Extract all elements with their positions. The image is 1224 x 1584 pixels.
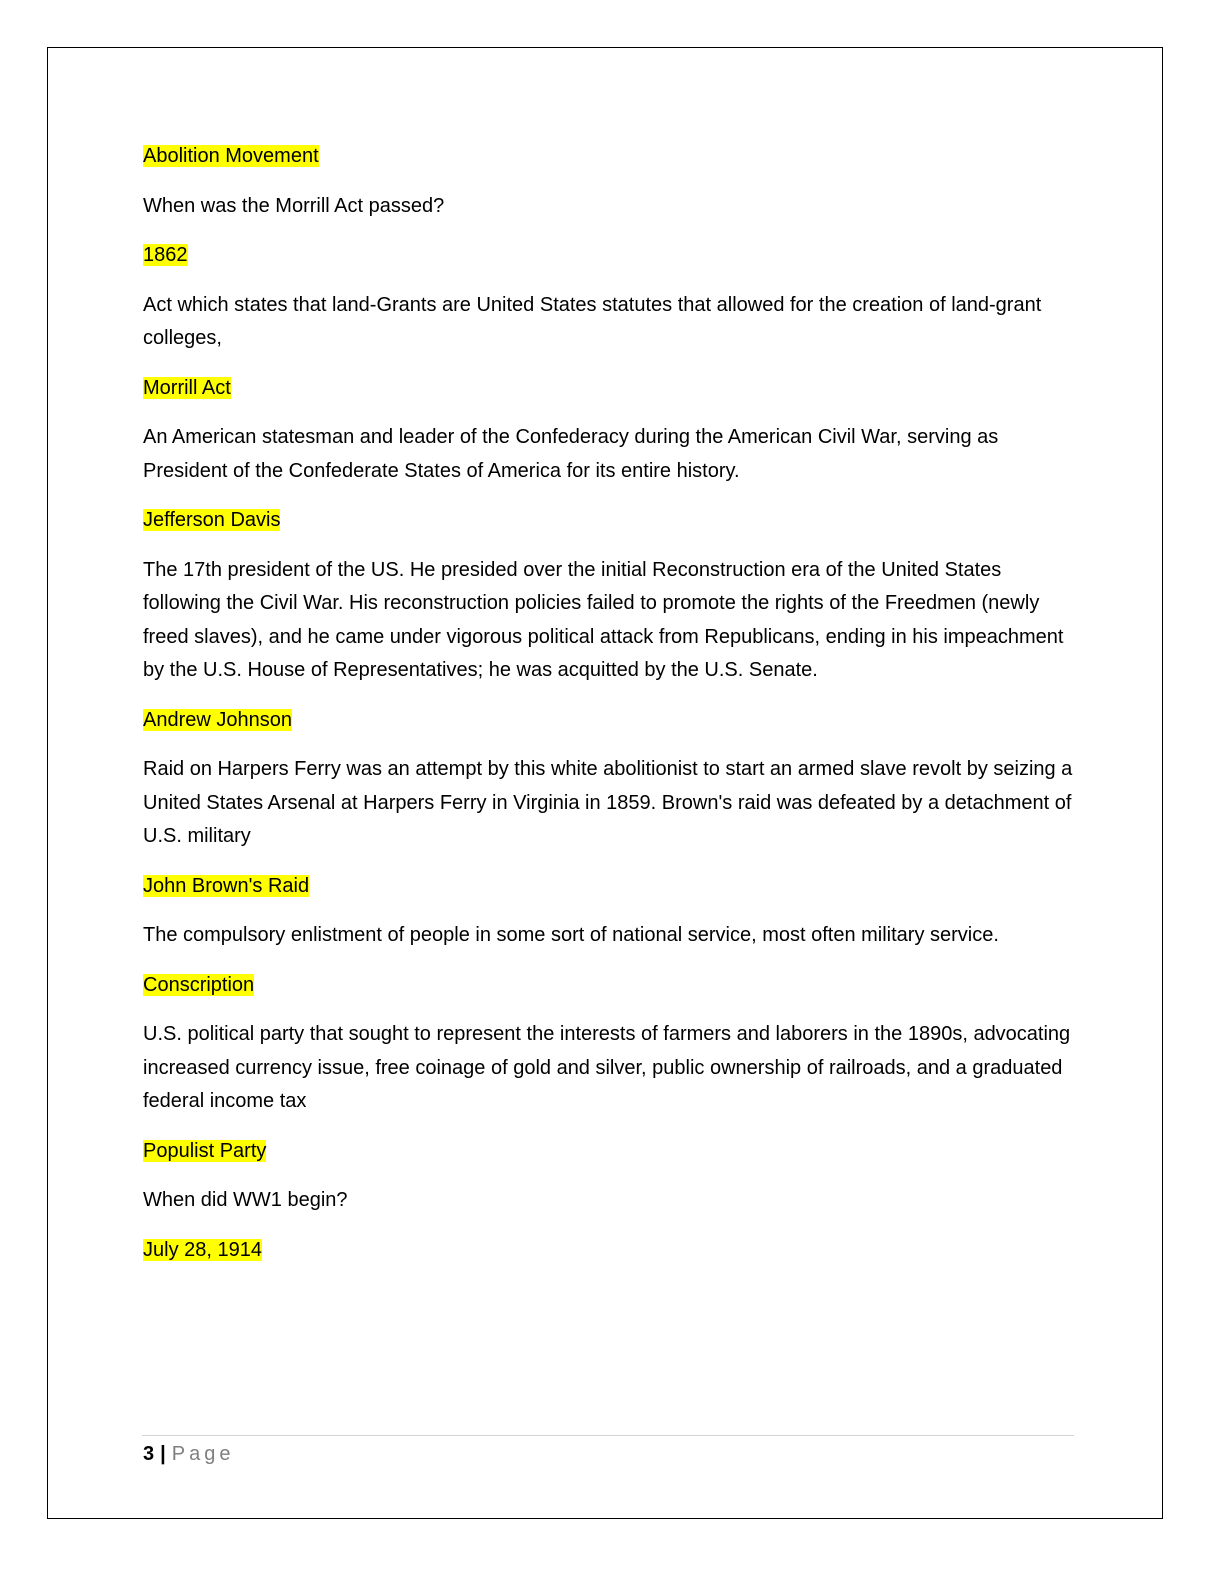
question-land-grant: Act which states that land-Grants are United States statutes that allowed for the creation of land-grant colleges, bbox=[143, 293, 1042, 349]
question-ww1-begin: When did WW1 begin? bbox=[143, 1189, 348, 1211]
question-confederate-president: An American statesman and leader of the Confederacy during the American Civil War, serving as President of the Confederate States of America for its entire history. bbox=[143, 426, 999, 482]
footer-separator: | bbox=[160, 1443, 166, 1465]
answer-andrew-johnson: Andrew Johnson bbox=[143, 708, 292, 731]
answer-july-28-1914: July 28, 1914 bbox=[143, 1238, 262, 1261]
answer-1862: 1862 bbox=[143, 244, 188, 266]
footer-divider bbox=[142, 1435, 1074, 1436]
answer-populist-party: Populist Party bbox=[143, 1139, 267, 1162]
question-17th-president: The 17th president of the US. He presided over the initial Reconstruction era of the United States following the Civil War. His reconstruction policies failed to promote the rights of the Freedmen (newly freed slaves), and he came under vigorous political attack from Republicans, ending in his impeachment by the U.S. House of Representatives; he was acquitted by the U.S. Senate. bbox=[143, 558, 1064, 681]
answer-jefferson-davis: Jefferson Davis bbox=[143, 509, 281, 531]
page-label: Page bbox=[171, 1443, 235, 1465]
answer-morrill-act: Morrill Act bbox=[143, 376, 231, 399]
page-number: 3 bbox=[143, 1443, 155, 1465]
answer-abolition-movement: Abolition Movement bbox=[143, 145, 319, 167]
question-compulsory-enlistment: The compulsory enlistment of people in some sort of national service, most often military service. bbox=[143, 924, 999, 946]
answer-conscription: Conscription bbox=[143, 973, 255, 996]
document-body bbox=[143, 140, 1078, 1283]
page-footer bbox=[143, 1440, 234, 1468]
answer-john-browns-raid: John Brown's Raid bbox=[143, 874, 310, 897]
question-harpers-ferry: Raid on Harpers Ferry was an attempt by this white abolitionist to start an armed slave revolt by seizing a United States Arsenal at Harpers Ferry in Virginia in 1859. Brown's raid was defeated by a detachment of U.S. military bbox=[143, 758, 1073, 847]
question-political-party: U.S. political party that sought to represent the interests of farmers and laborers in the 1890s, advocating increased currency issue, free coinage of gold and silver, public ownership of railroads, and a graduated federal income tax bbox=[143, 1023, 1071, 1112]
question-morrill-act-date: When was the Morrill Act passed? bbox=[143, 194, 445, 217]
